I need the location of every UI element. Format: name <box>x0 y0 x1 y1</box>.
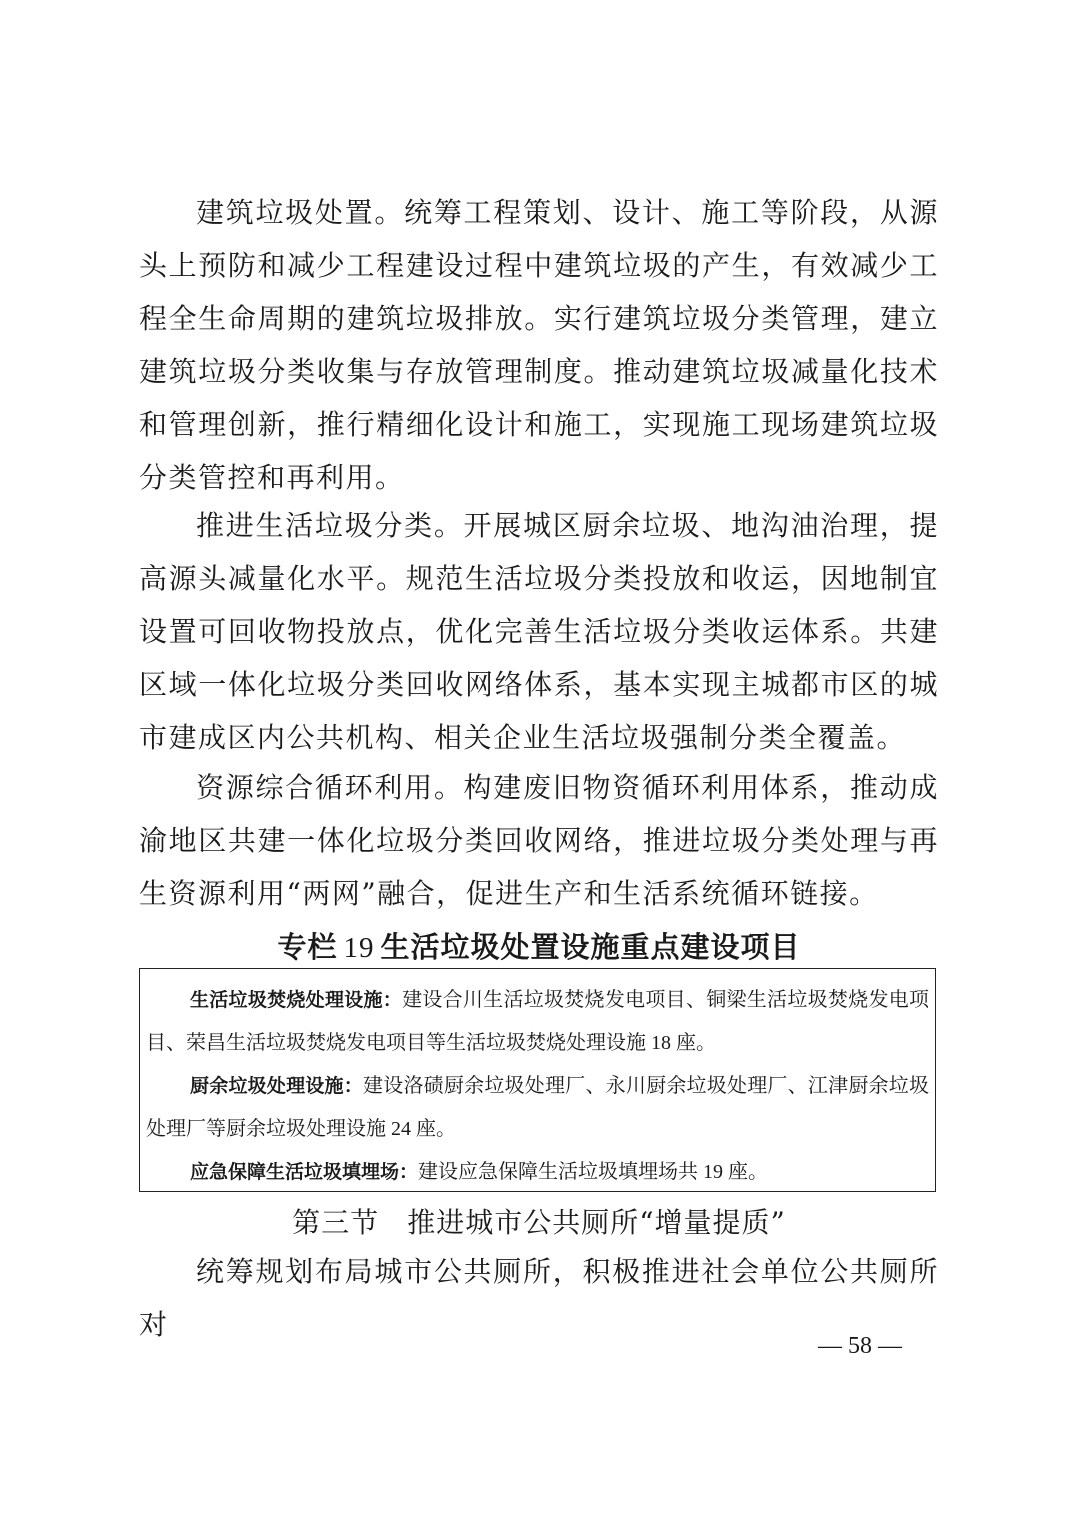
box-item-term: 厨余垃圾处理设施： <box>190 1075 363 1097</box>
box-item-kitchen-waste <box>146 1065 929 1151</box>
paragraph-household-waste-sorting: 推进生活垃圾分类。开展城区厨余垃圾、地沟油治理，提高源头减量化水平。规范生活垃圾分类投放和收运，因地制宜设置可回收物投放点，优化完善生活垃圾分类收运体系。共建区域一体化垃圾分类回收网络体系，基本实现主城都市区的城市建成区内公共机构、相关企业生活垃圾强制分类全覆盖。 <box>139 509 939 754</box>
paragraph-construction-waste: 建筑垃圾处置。统筹工程策划、设计、施工等阶段，从源头上预防和减少工程建设过程中建筑垃圾的产生，有效减少工程全生命周期的建筑垃圾排放。实行建筑垃圾分类管理，建立建筑垃圾分类收集与存放管理制度。推动建筑垃圾减量化技术和管理创新，推行精细化设计和施工，实现施工现场建筑垃圾分类管控和再利用。 <box>139 196 939 494</box>
section-title: 推进城市公共厕所“增量提质” <box>407 1206 786 1239</box>
box-title <box>139 920 939 974</box>
box-title-text: 生活垃圾处置设施重点建设项目 <box>380 930 801 964</box>
section-label: 第三节 <box>292 1206 380 1239</box>
box-title-number: 19 <box>343 932 375 964</box>
project-box <box>139 968 936 1192</box>
box-item-text: 建设洛碛厨余垃圾处理厂、永川厨余垃圾处理厂、江津厨余垃圾处理厂等厨余垃圾处理设施 24 座。 <box>146 1075 929 1140</box>
box-item-text: 建设合川生活垃圾焚烧发电项目、铜梁生活垃圾焚烧发电项目、荣昌生活垃圾焚烧发电项目等生活垃圾焚烧处理设施 18 座。 <box>146 989 929 1054</box>
box-item-term: 应急保障生活垃圾填埋场： <box>190 1161 419 1183</box>
box-item-term: 生活垃圾焚烧处理设施： <box>190 989 403 1011</box>
paragraph-resource-recycling: 资源综合循环利用。构建废旧物资循环利用体系，推动成渝地区共建一体化垃圾分类回收网络，推进垃圾分类处理与再生资源利用“两网”融合，促进生产和生活系统循环链接。 <box>139 771 939 910</box>
page-number: — 58 — <box>818 1333 902 1359</box>
section-heading <box>139 1198 939 1248</box>
paragraph-public-toilets: 统筹规划布局城市公共厕所，积极推进社会单位公共厕所对 <box>139 1255 939 1341</box>
box-item-landfill <box>146 1151 929 1194</box>
box-title-prefix: 专栏 <box>277 930 338 964</box>
box-item-incineration <box>146 979 929 1065</box>
box-item-text: 建设应急保障生活垃圾填埋场共 19 座。 <box>418 1161 769 1183</box>
